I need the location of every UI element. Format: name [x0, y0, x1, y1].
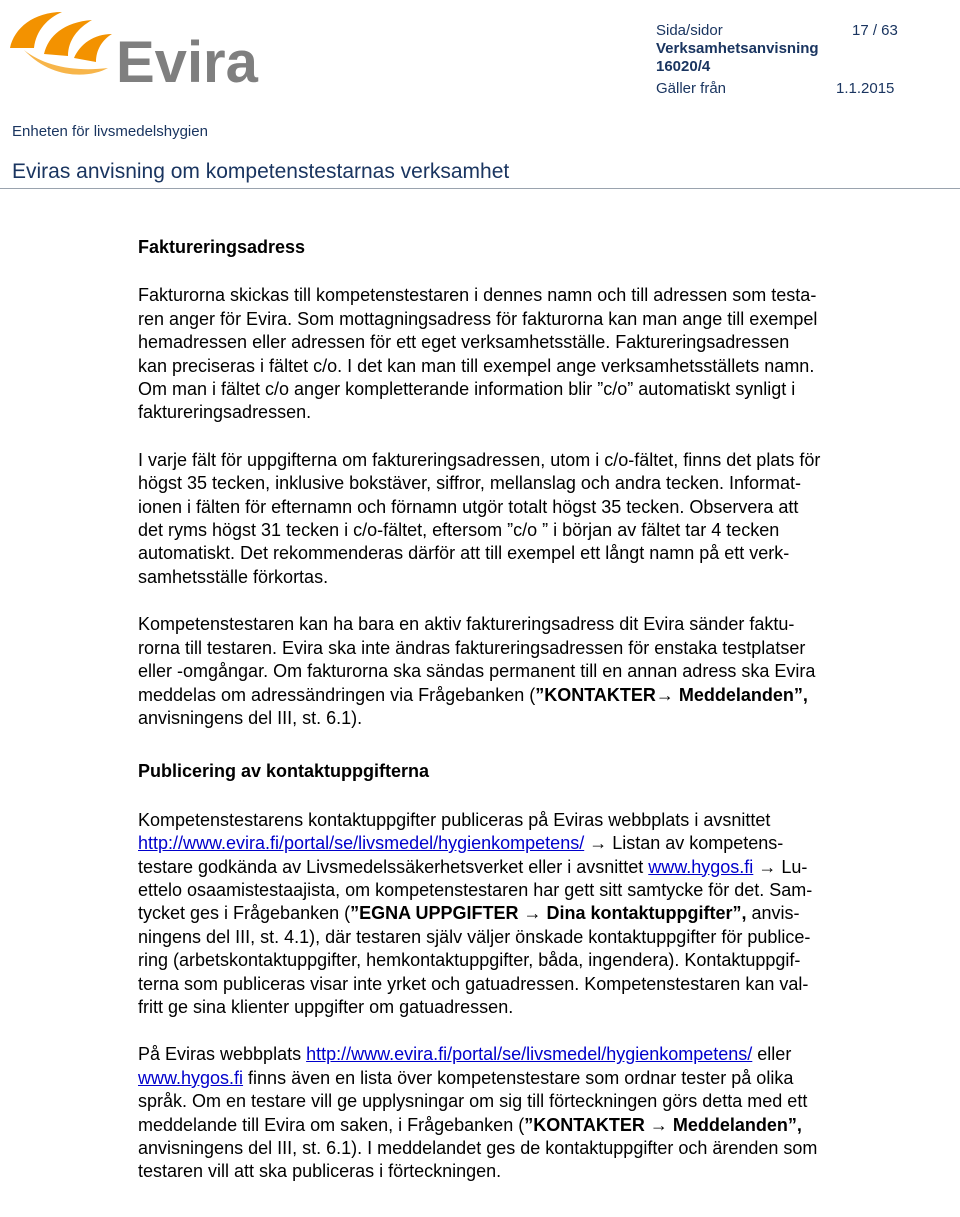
text-line: ettelo osaamistestaajista, om kompetenstestaren har gett sitt samtycke för det. Sam-: [138, 879, 813, 900]
doc-number: 16020/4: [656, 58, 711, 75]
header-divider: [0, 188, 960, 189]
text-line: anvisningens del III, st. 6.1). I meddelandet ges de kontaktuppgifter och ärenden som: [138, 1138, 818, 1158]
heading-publicering: Publicering av kontaktuppgifterna: [138, 761, 430, 782]
page-value: 17 / 63: [852, 22, 898, 39]
valid-from-label: Gäller från: [656, 80, 727, 97]
text-line: ”KONTAKTER→ Meddelanden”,: [535, 684, 808, 705]
text-line: rorna till testaren. Evira ska inte ändras faktureringsadressen för enstaka testplatser: [138, 637, 806, 658]
paragraph-field-limits: [138, 449, 928, 589]
text-line: ren anger för Evira. Som mottagningsadress för fakturorna kan man ange till exempel: [138, 308, 818, 329]
text-line: → Lu-: [753, 856, 808, 877]
text-line: eller: [752, 1044, 792, 1065]
unit-name: Enheten för livsmedelshygien: [12, 123, 208, 140]
text-line: högst 35 tecken, inklusive bokstäver, siffror, mellanslag och andra tecken. Informat-: [138, 473, 802, 494]
text-line: På Eviras webbplats: [138, 1044, 307, 1065]
hygos-link[interactable]: www.hygos.fi: [648, 856, 754, 877]
text-line: → Listan av kompetens-: [584, 833, 784, 854]
text-line: meddelas om adressändringen via Frågebanken (: [138, 684, 536, 705]
text-line: anvisningens del III, st. 6.1).: [138, 707, 363, 728]
text-line: faktureringsadressen.: [138, 402, 312, 423]
document-title: Eviras anvisning om kompetenstestarnas verksamhet: [12, 160, 510, 183]
heading-faktureringsadress: Faktureringsadress: [138, 237, 306, 257]
text-line: samhetsställe förkortas.: [138, 566, 329, 587]
paragraph-active-address: [138, 613, 928, 730]
text-line: ”KONTAKTER → Meddelanden”,: [524, 1114, 802, 1135]
doc-type: Verksamhetsanvisning: [656, 40, 819, 57]
text-line: finns även en lista över kompetenstestare som ordnar tester på olika: [243, 1067, 794, 1088]
text-line: Kompetenstestaren kan ha bara en aktiv faktureringsadress dit Evira sänder faktu-: [138, 614, 795, 635]
text-line: det ryms högst 31 tecken i c/o-fältet, eftersom ”c/o ” i början av fältet tar 4 tecken: [138, 520, 780, 541]
text-line: ionen i fälten för efternamn och förnamn utgör totalt högst 35 tecken. Observera att: [138, 496, 799, 517]
evira-logo: [4, 6, 274, 86]
text-line: Kompetenstestarens kontaktuppgifter publiceras på Eviras webbplats i avsnittet: [138, 809, 771, 830]
text-line: kan preciseras i fältet c/o. I det kan man till exempel ange verksamhetsställets namn.: [138, 355, 815, 376]
text-line: ”EGNA UPPGIFTER → Dina kontaktuppgifter”,: [350, 903, 747, 924]
page-label: Sida/sidor: [656, 22, 723, 39]
paragraph-invoice-address: [138, 284, 928, 424]
evira-hygienkompetens-link-2[interactable]: http://www.evira.fi/portal/se/livsmedel/hygienkompetens/: [306, 1044, 753, 1065]
text-line: I varje fält för uppgifterna om faktureringsadressen, utom i c/o-fältet, finns det plats för: [138, 449, 821, 470]
text-line: automatiskt. Det rekommenderas därför att till exempel ett långt namn på ett verk-: [138, 543, 790, 564]
paragraph-contact-publishing: [138, 809, 928, 1020]
text-line: eller -omgångar. Om fakturorna ska sändas permanent till en annan adress ska Evira: [138, 661, 816, 682]
valid-from-date: 1.1.2015: [836, 80, 895, 97]
document-body: [138, 236, 928, 1184]
text-line: språk. Om en testare vill ge upplysningar om sig till förteckningen görs detta med ett: [138, 1091, 808, 1112]
text-line: ring (arbetskontaktuppgifter, hemkontaktuppgifter, båda, ingendera). Kontaktuppgif-: [138, 950, 801, 971]
text-line: ningens del III, st. 4.1), där testaren själv väljer önskade kontaktuppgifter för publice-: [138, 926, 811, 947]
paragraph-language-list: [138, 1043, 928, 1183]
text-line: testaren vill att ska publiceras i förteckningen.: [138, 1161, 502, 1182]
text-line: tycket ges i Frågebanken (: [138, 903, 351, 924]
hygos-link-2[interactable]: www.hygos.fi: [138, 1067, 244, 1088]
text-line: Fakturorna skickas till kompetenstestaren i dennes namn och till adressen som testa-: [138, 285, 817, 306]
logo-emblem: [10, 12, 112, 75]
evira-hygienkompetens-link[interactable]: http://www.evira.fi/portal/se/livsmedel/hygienkompetens/: [138, 833, 585, 854]
text-line: anvis-: [746, 903, 800, 924]
text-line: hemadressen eller adressen för ett eget verksamhetsställe. Faktureringsadressen: [138, 332, 790, 353]
text-line: terna som publiceras visar inte yrket och gatuadressen. Kompetenstestaren kan val-: [138, 973, 809, 994]
text-line: fritt ge sina klienter uppgifter om gatuadressen.: [138, 996, 514, 1017]
logo-wordmark: Evira: [116, 30, 258, 86]
text-line: testare godkända av Livsmedelssäkerhetsverket eller i avsnittet: [138, 856, 649, 877]
text-line: meddelande till Evira om saken, i Frågebanken (: [138, 1114, 525, 1135]
text-line: Om man i fältet c/o anger kompletterande information blir ”c/o” automatiskt synligt i: [138, 379, 796, 400]
